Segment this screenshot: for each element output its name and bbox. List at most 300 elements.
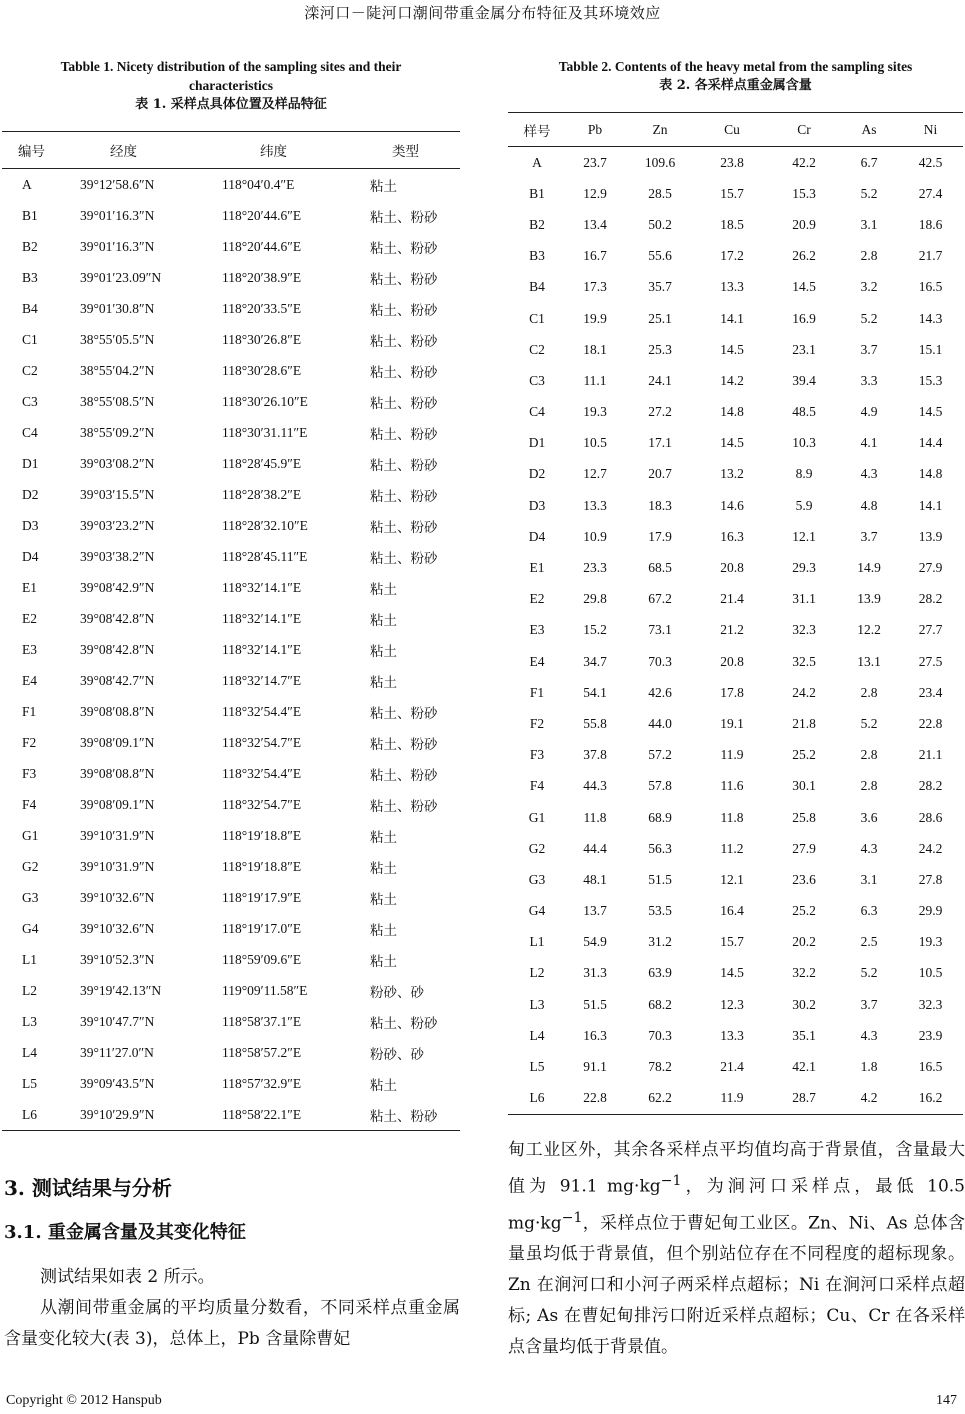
table-cell: 12.7 (583, 466, 607, 482)
table-cell: 37.8 (583, 747, 607, 763)
table-cell: 50.2 (648, 216, 672, 232)
table-cell: 28.6 (918, 809, 943, 825)
table-row (508, 958, 963, 989)
table-cell: 18.3 (648, 497, 672, 513)
table-cell: 57.8 (648, 778, 672, 794)
table-cell: G4 (528, 903, 546, 919)
table-row (2, 231, 460, 262)
table-cell: 32.3 (792, 622, 816, 638)
table-cell: 23.7 (583, 154, 607, 170)
table-row (2, 169, 460, 201)
table-row (2, 789, 460, 820)
table-body (2, 169, 460, 1131)
table-cell: 39°12′58.6″N (80, 176, 155, 192)
table-cell: 39°08′42.9″N (80, 579, 155, 595)
table-cell: 27.4 (918, 185, 943, 201)
table-row (508, 428, 963, 459)
table-cell: 39°03′15.5″N (80, 486, 155, 502)
table-cell: 39°01′23.09″N (80, 269, 162, 285)
table-cell: C1 (529, 310, 545, 326)
table-cell: 4.3 (860, 840, 878, 856)
table-cell: 17.2 (720, 248, 744, 264)
column-header: As (840, 113, 898, 147)
table-cell: 118°32′14.1″E (222, 610, 302, 626)
table-cell: 13.9 (918, 528, 943, 544)
table-cell: 3.7 (860, 996, 878, 1012)
table-row (508, 147, 963, 179)
table-cell: 15.7 (720, 934, 744, 950)
table-cell: 28.7 (768, 1083, 840, 1115)
table-cell: 17.8 (720, 684, 744, 700)
table-cell: L1 (529, 934, 545, 950)
table-cell: 17.1 (648, 435, 672, 451)
table-row (2, 324, 460, 355)
table-cell: 14.1 (918, 497, 943, 513)
table-cell: C1 (22, 331, 38, 347)
table-cell: 6.3 (860, 903, 878, 919)
table-cell: 28.2 (918, 778, 943, 794)
table-cell: 118°32′14.1″E (222, 579, 302, 595)
column-header: Cu (696, 113, 768, 147)
table-cell: G2 (22, 858, 39, 874)
column-header: Pb (566, 113, 624, 147)
table-cell: 4.3 (860, 466, 878, 482)
table-cell: L4 (529, 1027, 545, 1043)
table-cell: 30.2 (792, 996, 816, 1012)
table-cell: 118°30′31.11″E (222, 424, 308, 440)
table-row (508, 334, 963, 365)
table-cell: 3.3 (860, 372, 878, 388)
paragraph (508, 1135, 965, 1363)
table-cell: 39°10′31.9″N (80, 858, 155, 874)
subsection-title: 3.1. 重金属含量及其变化特征 (4, 1222, 246, 1243)
table-cell: 粘土、粉砂 (370, 426, 438, 442)
table-cell: 42.5 (918, 154, 943, 170)
table-cell: B3 (529, 248, 545, 264)
table-cell: G2 (528, 840, 546, 856)
table-cell: 14.4 (918, 435, 943, 451)
table-cell: 8.9 (795, 466, 813, 482)
table-cell: 118°57′32.9″E (222, 1075, 302, 1091)
table-row (2, 758, 460, 789)
table-cell: 14.5 (792, 279, 816, 295)
table-cell: 4.2 (840, 1083, 898, 1115)
table-row (2, 820, 460, 851)
table-cell: 118°20′38.9″E (222, 269, 302, 285)
table-cell: A (532, 154, 542, 170)
table-cell: 5.2 (860, 185, 878, 201)
table-cell: 39°01′16.3″N (80, 238, 155, 254)
table-cell: E2 (22, 610, 37, 626)
table-cell: 粘土、粉砂 (370, 1015, 438, 1031)
table-cell: 29.9 (918, 903, 943, 919)
table-cell: F2 (529, 715, 545, 731)
table-cell: 粘土、粉砂 (370, 271, 438, 287)
table-cell: 10.5 (918, 965, 943, 981)
table-cell: 粘土 (370, 178, 397, 194)
table-cell: 39°10′32.6″N (80, 889, 155, 905)
table-cell: 17.3 (583, 279, 607, 295)
table-cell: 16.9 (792, 310, 816, 326)
table2-caption-zh: 表 2. 各采样点重金属含量 (659, 78, 812, 93)
table-row (2, 882, 460, 913)
table-cell: 73.1 (648, 622, 672, 638)
table-row (508, 459, 963, 490)
table-cell: 109.6 (644, 154, 676, 170)
table-row (508, 397, 963, 428)
table-cell: 11.8 (583, 809, 607, 825)
table-cell: 13.9 (857, 591, 881, 607)
table-cell: 3.1 (860, 216, 878, 232)
table-cell: 39°08′08.8″N (80, 765, 155, 781)
table-cell: C4 (529, 404, 545, 420)
table-cell: 39°03′23.2″N (80, 517, 155, 533)
table-cell: G4 (22, 920, 39, 936)
table-cell: 14.5 (720, 341, 744, 357)
table-cell: B2 (22, 238, 38, 254)
table-cell: C3 (529, 372, 545, 388)
table-cell: 23.9 (918, 1027, 943, 1043)
table-cell: 16.4 (720, 903, 744, 919)
table-cell: 20.2 (792, 934, 816, 950)
table-cell: 5.2 (860, 310, 878, 326)
table-cell: 118°32′14.1″E (222, 641, 302, 657)
table-cell: L3 (22, 1013, 37, 1029)
column-header: Ni (898, 113, 963, 147)
table-cell: 39°08′09.1″N (80, 796, 155, 812)
table-cell: D1 (528, 435, 546, 451)
table-cell: 27.8 (918, 871, 943, 887)
table-row (2, 417, 460, 448)
table-cell: 14.8 (720, 404, 744, 420)
table-row (2, 851, 460, 882)
table-cell: 21.1 (918, 747, 943, 763)
table-cell: B3 (22, 269, 38, 285)
table-cell: 31.1 (792, 591, 816, 607)
table-cell: 39°08′42.7″N (80, 672, 155, 688)
table-cell: 19.3 (918, 934, 943, 950)
table-cell: 39°03′38.2″N (80, 548, 155, 564)
table-cell: D1 (22, 455, 39, 471)
column-header: Cr (768, 113, 840, 147)
table-cell: 118°20′44.6″E (222, 207, 302, 223)
table-cell: D3 (528, 497, 546, 513)
table-cell: 39°10′32.6″N (80, 920, 155, 936)
table-cell: 粘土、粉砂 (370, 798, 438, 814)
table-cell: L4 (22, 1044, 37, 1060)
table-cell: 48.1 (583, 871, 607, 887)
table-cell: 10.5 (583, 435, 607, 451)
table-cell: 26.2 (792, 248, 816, 264)
table-row (508, 241, 963, 272)
table-cell: 11.9 (720, 747, 744, 763)
table-cell: 23.4 (918, 684, 943, 700)
table-cell: 21.4 (720, 1059, 744, 1075)
table-row (2, 727, 460, 758)
table-cell: 35.1 (792, 1027, 816, 1043)
table-cell: G1 (22, 827, 39, 843)
table-row (2, 696, 460, 727)
table-row (508, 1051, 963, 1082)
table-cell: 粘土、粉砂 (370, 395, 438, 411)
column-header: 类型 (370, 132, 460, 169)
table-cell: 118°58′57.2″E (222, 1044, 302, 1060)
table-row (2, 1006, 460, 1037)
table-cell: 18.6 (918, 216, 943, 232)
table-row (2, 1068, 460, 1099)
table-cell: D4 (528, 528, 546, 544)
table-cell: 25.8 (792, 809, 816, 825)
table-cell: 粉砂、砂 (370, 984, 424, 1000)
table-cell: 2.8 (860, 248, 878, 264)
table-cell: D2 (528, 466, 546, 482)
table-cell: 11.1 (583, 372, 607, 388)
table-cell: 15.3 (918, 372, 943, 388)
table-cell: 16.3 (720, 528, 744, 544)
table-cell: 39°10′29.9″N (80, 1099, 222, 1131)
table-row (508, 303, 963, 334)
table-cell: D4 (22, 548, 39, 564)
table1-caption-zh: 表 1. 采样点具体位置及样品特征 (135, 97, 327, 112)
table-cell: 13.4 (583, 216, 607, 232)
paragraph: 从潮间带重金属的平均质量分数看，不同采样点重金属含量变化较大(表 3)，总体上，Pb 含量除曹妃 (4, 1298, 460, 1349)
table-row (508, 1083, 963, 1115)
table-cell: 24.2 (792, 684, 816, 700)
table-cell: 21.2 (720, 622, 744, 638)
paragraph-text: ，为涧河口采样点，最低 10.5 mg·kg (508, 1176, 965, 1234)
table-cell: L5 (529, 1059, 545, 1075)
table-cell: 118°32′54.7″E (222, 796, 302, 812)
table-cell: 12.9 (583, 185, 607, 201)
table-cell: 39°08′42.8″N (80, 641, 155, 657)
table-cell: 3.7 (860, 528, 878, 544)
table-cell: 2.5 (860, 934, 878, 950)
table-row (508, 708, 963, 739)
table-cell: 39°11′27.0″N (80, 1044, 154, 1060)
table-row (508, 771, 963, 802)
table-cell: 11.6 (720, 778, 744, 794)
table-row (508, 178, 963, 209)
table-cell: 67.2 (648, 591, 672, 607)
superscript: −1 (660, 1173, 682, 1189)
table-cell: B2 (529, 216, 545, 232)
table-row (2, 975, 460, 1006)
table-cell: L2 (529, 965, 545, 981)
table-cell: 53.5 (648, 903, 672, 919)
sampling-sites-table (2, 131, 460, 1131)
table-cell: 48.5 (792, 404, 816, 420)
table-cell: 118°32′14.7″E (222, 672, 302, 688)
table-cell: 粘土 (370, 953, 397, 969)
table-cell: 14.5 (720, 965, 744, 981)
table-cell: 27.7 (918, 622, 943, 638)
table-header-row (2, 132, 460, 169)
table-cell: 54.9 (583, 934, 607, 950)
table-row (508, 490, 963, 521)
table-cell: 粉砂、砂 (370, 1046, 424, 1062)
table-row (2, 572, 460, 603)
table-cell: F4 (529, 778, 545, 794)
table-cell: 3.7 (860, 341, 878, 357)
table-cell: 24.2 (918, 840, 943, 856)
table-cell: 粘土、粉砂 (370, 550, 438, 566)
table-cell: 118°19′17.9″E (222, 889, 302, 905)
table-cell: 粘土 (370, 581, 397, 597)
table-cell: 6.7 (860, 154, 878, 170)
table-cell: B4 (22, 300, 38, 316)
table-row (508, 927, 963, 958)
table-cell: F3 (22, 765, 37, 781)
table-cell: 70.3 (648, 1027, 672, 1043)
table-cell: 44.4 (583, 840, 607, 856)
table-cell: 32.2 (792, 965, 816, 981)
table-body (508, 147, 963, 1115)
table-cell: 21.7 (918, 248, 943, 264)
table-cell: 27.5 (918, 653, 943, 669)
table-cell: 54.1 (583, 684, 607, 700)
table-cell: 118°20′33.5″E (222, 300, 302, 316)
table-cell: L1 (22, 951, 37, 967)
table-cell: L6 (2, 1099, 80, 1131)
table-cell: 39°01′16.3″N (80, 207, 155, 223)
table-cell: 13.2 (720, 466, 744, 482)
copyright: Copyright © 2012 Hanspub (6, 1393, 162, 1408)
table-cell: 39°10′52.3″N (80, 951, 155, 967)
table-cell: 20.7 (648, 466, 672, 482)
table-cell: 44.0 (648, 715, 672, 731)
table-cell: 39°01′30.8″N (80, 300, 155, 316)
table-cell: 118°30′26.10″E (222, 393, 308, 409)
column-header: 样号 (508, 113, 566, 147)
table-cell: 15.3 (792, 185, 816, 201)
table-cell: 11.2 (720, 840, 744, 856)
table-cell: 16.5 (918, 279, 943, 295)
table2-caption-en: Tabble 2. Contents of the heavy metal from the sampling sites (558, 59, 913, 74)
table-row (2, 448, 460, 479)
table-cell: 39°10′47.7″N (80, 1013, 155, 1029)
table-cell: 5.2 (860, 715, 878, 731)
table-cell: 68.5 (648, 560, 672, 576)
table-cell: 14.8 (918, 466, 943, 482)
table-cell: 12.1 (792, 528, 816, 544)
table-cell: 42.1 (792, 1059, 816, 1075)
table-cell: 55.6 (648, 248, 672, 264)
table-cell: 31.2 (648, 934, 672, 950)
table-cell: 11.8 (720, 809, 744, 825)
table-cell: 13.7 (583, 903, 607, 919)
table-cell: 38°55′04.2″N (80, 362, 155, 378)
table-cell: F3 (529, 747, 545, 763)
table-cell: 62.2 (624, 1083, 696, 1115)
table-cell: 19.9 (583, 310, 607, 326)
table-cell: 2.8 (860, 684, 878, 700)
table-cell: 粘土、粉砂 (370, 519, 438, 535)
table-cell: 31.3 (583, 965, 607, 981)
table-cell: 35.7 (648, 279, 672, 295)
table-cell: 23.1 (792, 341, 816, 357)
table-cell: 15.7 (720, 185, 744, 201)
table-cell: 24.1 (648, 372, 672, 388)
table-cell: A (22, 176, 32, 192)
table-cell: 19.3 (583, 404, 607, 420)
column-header: 编号 (2, 132, 80, 169)
table-cell: E2 (529, 591, 545, 607)
table-cell: 39°09′43.5″N (80, 1075, 155, 1091)
table-cell: 55.8 (583, 715, 607, 731)
table-cell: 粘土 (370, 860, 397, 876)
table-row (2, 479, 460, 510)
table-cell: 13.3 (720, 279, 744, 295)
table-cell: 91.1 (583, 1059, 607, 1075)
table-cell: E1 (22, 579, 37, 595)
table-cell: 粘土、粉砂 (370, 457, 438, 473)
paragraph-text: 甸工业区外，其余各采样点平均值均高于背景值，含量最大值为 91.1 mg·kg (508, 1140, 965, 1197)
table-cell: 2.8 (860, 778, 878, 794)
table-cell: 粘土 (370, 1077, 397, 1093)
table-cell: G3 (528, 871, 546, 887)
table-row (508, 209, 963, 240)
table-header-row (508, 113, 963, 147)
table-cell: 4.8 (860, 497, 878, 513)
column-header: 纬度 (222, 132, 370, 169)
table-cell: D2 (22, 486, 39, 502)
table-cell: 56.3 (648, 840, 672, 856)
table-cell: 12.2 (857, 622, 881, 638)
table-cell: 34.7 (583, 653, 607, 669)
table-cell: L3 (529, 996, 545, 1012)
table-cell: 118°32′54.4″E (222, 703, 302, 719)
table-cell: E4 (22, 672, 37, 688)
table-row (2, 386, 460, 417)
table-cell: 12.1 (720, 871, 744, 887)
table-cell: 粘土 (370, 829, 397, 845)
table-cell: 25.2 (792, 747, 816, 763)
table-row (2, 355, 460, 386)
table-cell: 118°19′17.0″E (222, 920, 302, 936)
table-cell: 118°28′45.9″E (222, 455, 302, 471)
table-row (508, 740, 963, 771)
table-cell: 粘土、粉砂 (370, 240, 438, 256)
section-title: 3. 测试结果与分析 (4, 1176, 172, 1200)
table-cell: 3.1 (860, 871, 878, 887)
table-cell: 39°08′09.1″N (80, 734, 155, 750)
table-cell: 粘土 (370, 922, 397, 938)
table-row (508, 677, 963, 708)
table-cell: 粘土、粉砂 (370, 1099, 460, 1131)
table-row (508, 615, 963, 646)
table-cell: 38°55′08.5″N (80, 393, 155, 409)
table-cell: 118°30′26.8″E (222, 331, 302, 347)
table-cell: 19.1 (720, 715, 744, 731)
table-cell: 20.8 (720, 560, 744, 576)
table-row (508, 896, 963, 927)
table-cell: C4 (22, 424, 38, 440)
table-cell: 17.9 (648, 528, 672, 544)
table-cell: 粘土、粉砂 (370, 767, 438, 783)
column-header: Zn (624, 113, 696, 147)
table-cell: 39°08′42.8″N (80, 610, 155, 626)
table-cell: 粘土 (370, 891, 397, 907)
table-cell: 15.1 (918, 341, 943, 357)
table-cell: 23.8 (720, 154, 744, 170)
table-cell: 粘土、粉砂 (370, 736, 438, 752)
table-cell: D3 (22, 517, 39, 533)
table-cell: 1.8 (860, 1059, 878, 1075)
table-cell: L2 (22, 982, 37, 998)
table-cell: F1 (529, 684, 545, 700)
table-row (2, 1099, 460, 1131)
table-row (2, 603, 460, 634)
